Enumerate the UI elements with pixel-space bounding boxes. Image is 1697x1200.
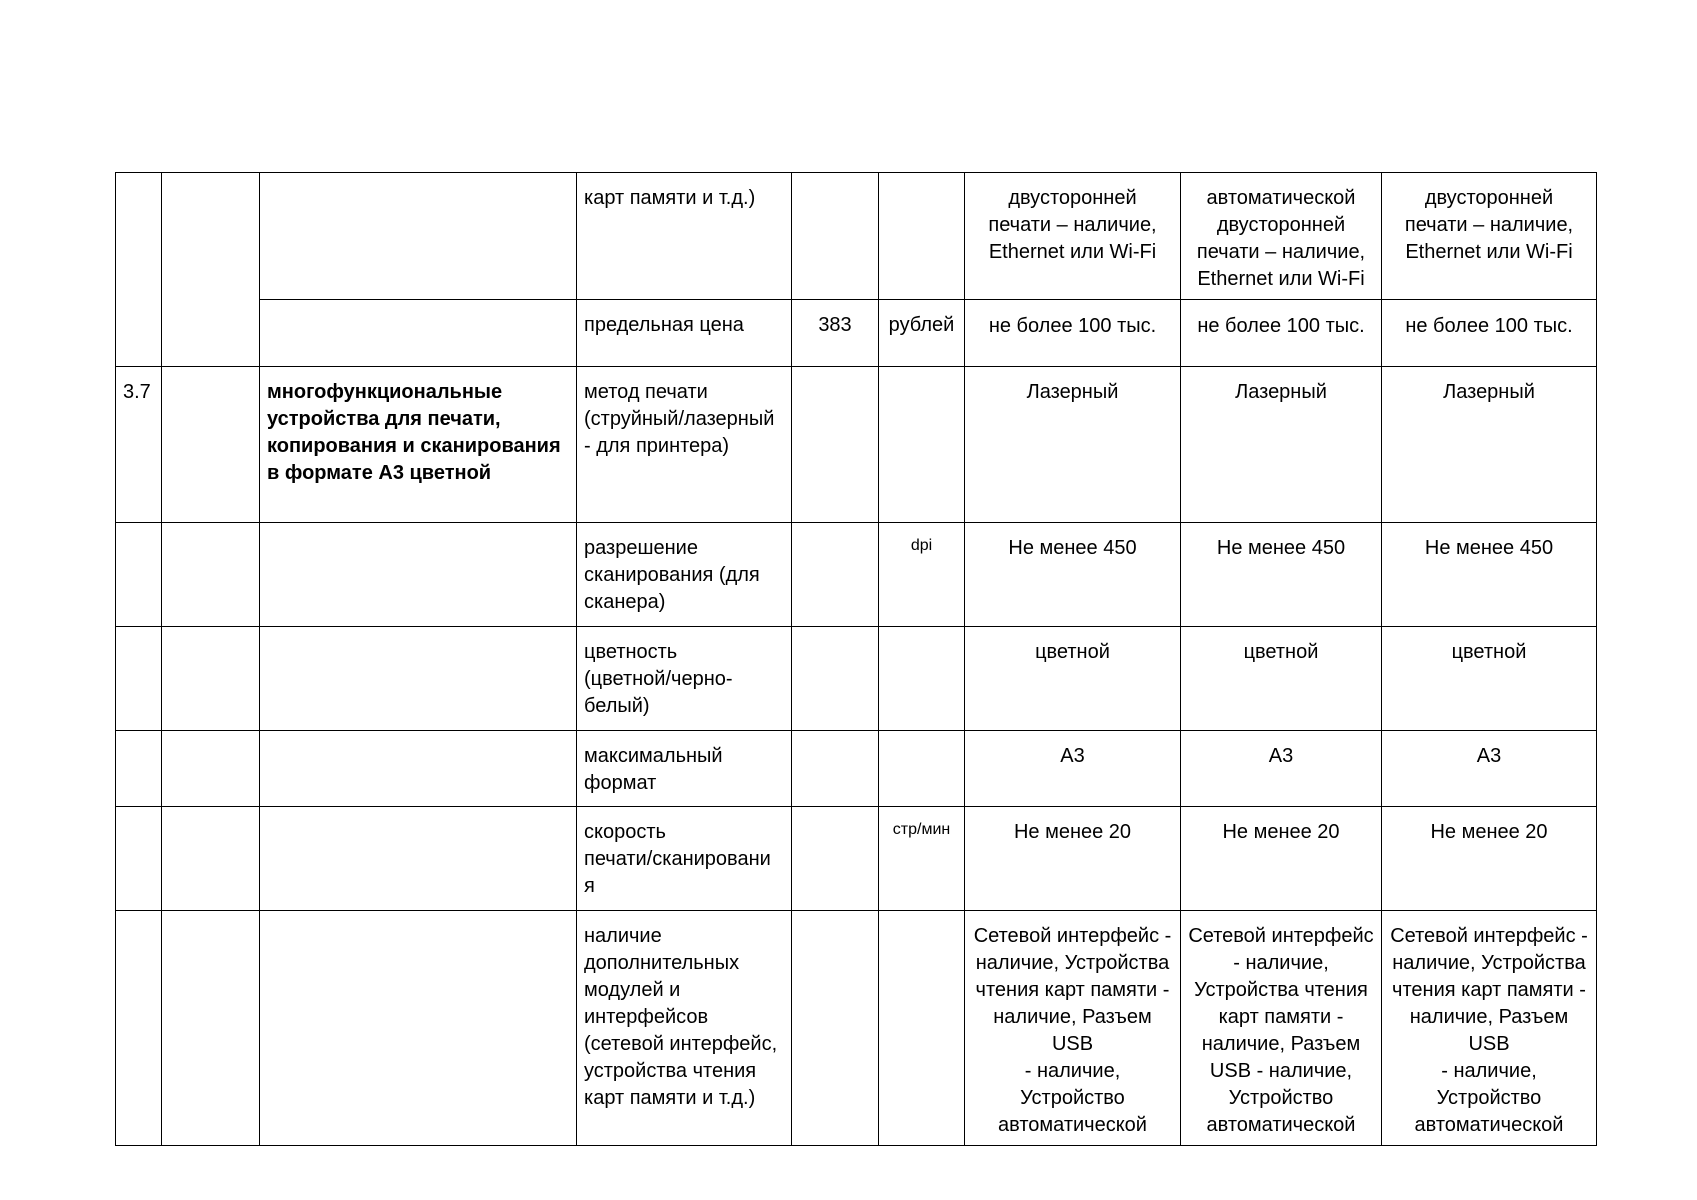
value-cell-2: не более 100 тыс. [1181, 300, 1382, 367]
characteristic-cell: наличие дополнительных модулей и интерфейсов (сетевой интерфейс, устройства чтения карт памяти и т.д.) [577, 911, 792, 1146]
name-cell [260, 911, 577, 1146]
value-cell-2: автоматической двусторонней печати – наличие, Ethernet или Wi-Fi [1181, 173, 1382, 300]
code-cell [116, 807, 162, 911]
qty-cell [792, 367, 879, 523]
subcode-cell [162, 173, 260, 367]
table-row [116, 523, 1597, 627]
value-cell-2: Лазерный [1181, 367, 1382, 523]
value-cell-3: Лазерный [1382, 367, 1597, 523]
characteristic-cell: предельная цена [577, 300, 792, 367]
value-cell-3: цветной [1382, 627, 1597, 731]
characteristic-cell: карт памяти и т.д.) [577, 173, 792, 300]
subcode-cell [162, 367, 260, 523]
qty-cell [792, 627, 879, 731]
value-cell-2: Сетевой интерфейс - наличие, Устройства чтения карт памяти - наличие, Разъем USB - наличие, Устройство автоматической [1181, 911, 1382, 1146]
table-row [116, 627, 1597, 731]
value-cell-1: Лазерный [965, 367, 1181, 523]
subcode-cell [162, 523, 260, 627]
subcode-cell [162, 911, 260, 1146]
value-cell-3: А3 [1382, 731, 1597, 807]
value-cell-3: Не менее 20 [1382, 807, 1597, 911]
table-row [116, 911, 1597, 1146]
characteristic-cell: метод печати (струйный/лазерный - для принтера) [577, 367, 792, 523]
subcode-cell [162, 627, 260, 731]
code-cell [116, 731, 162, 807]
characteristic-cell: разрешение сканирования (для сканера) [577, 523, 792, 627]
code-cell: 3.7 [116, 367, 162, 523]
qty-cell [792, 807, 879, 911]
name-cell: многофункциональные устройства для печати, копирования и сканирования в формате А3 цветной [260, 367, 577, 523]
table-row [116, 807, 1597, 911]
value-cell-1: цветной [965, 627, 1181, 731]
code-cell [116, 911, 162, 1146]
subcode-cell [162, 807, 260, 911]
table-row [116, 300, 1597, 367]
unit-cell [879, 173, 965, 300]
subcode-cell [162, 731, 260, 807]
value-cell-3: Сетевой интерфейс - наличие, Устройства чтения карт памяти - наличие, Разъем USB - наличие, Устройство автоматической [1382, 911, 1597, 1146]
value-cell-1: Не менее 450 [965, 523, 1181, 627]
characteristic-cell: максимальный формат [577, 731, 792, 807]
spec-table [115, 172, 1597, 1146]
name-cell [260, 523, 577, 627]
qty-cell: 383 [792, 300, 879, 367]
value-cell-2: А3 [1181, 731, 1382, 807]
name-cell [260, 300, 577, 367]
value-cell-3: двусторонней печати – наличие, Ethernet или Wi-Fi [1382, 173, 1597, 300]
value-cell-1: не более 100 тыс. [965, 300, 1181, 367]
value-cell-3: не более 100 тыс. [1382, 300, 1597, 367]
qty-cell [792, 911, 879, 1146]
value-cell-1: А3 [965, 731, 1181, 807]
name-cell [260, 627, 577, 731]
qty-cell [792, 173, 879, 300]
value-cell-2: Не менее 20 [1181, 807, 1382, 911]
code-cell [116, 173, 162, 367]
unit-cell [879, 627, 965, 731]
unit-cell [879, 911, 965, 1146]
name-cell [260, 807, 577, 911]
value-cell-2: Не менее 450 [1181, 523, 1382, 627]
table-row [116, 367, 1597, 523]
value-cell-1: двусторонней печати – наличие, Ethernet или Wi-Fi [965, 173, 1181, 300]
qty-cell [792, 523, 879, 627]
qty-cell [792, 731, 879, 807]
value-cell-3: Не менее 450 [1382, 523, 1597, 627]
characteristic-cell: скорость печати/сканировани я [577, 807, 792, 911]
unit-cell: рублей [879, 300, 965, 367]
value-cell-2: цветной [1181, 627, 1382, 731]
characteristic-cell: цветность (цветной/черно- белый) [577, 627, 792, 731]
table-row [116, 731, 1597, 807]
name-cell [260, 731, 577, 807]
value-cell-1: Сетевой интерфейс - наличие, Устройства чтения карт памяти - наличие, Разъем USB - наличие, Устройство автоматической [965, 911, 1181, 1146]
name-cell [260, 173, 577, 300]
unit-cell [879, 367, 965, 523]
table-row [116, 173, 1597, 300]
unit-cell: dpi [879, 523, 965, 627]
code-cell [116, 523, 162, 627]
value-cell-1: Не менее 20 [965, 807, 1181, 911]
code-cell [116, 627, 162, 731]
unit-cell: стр/мин [879, 807, 965, 911]
unit-cell [879, 731, 965, 807]
